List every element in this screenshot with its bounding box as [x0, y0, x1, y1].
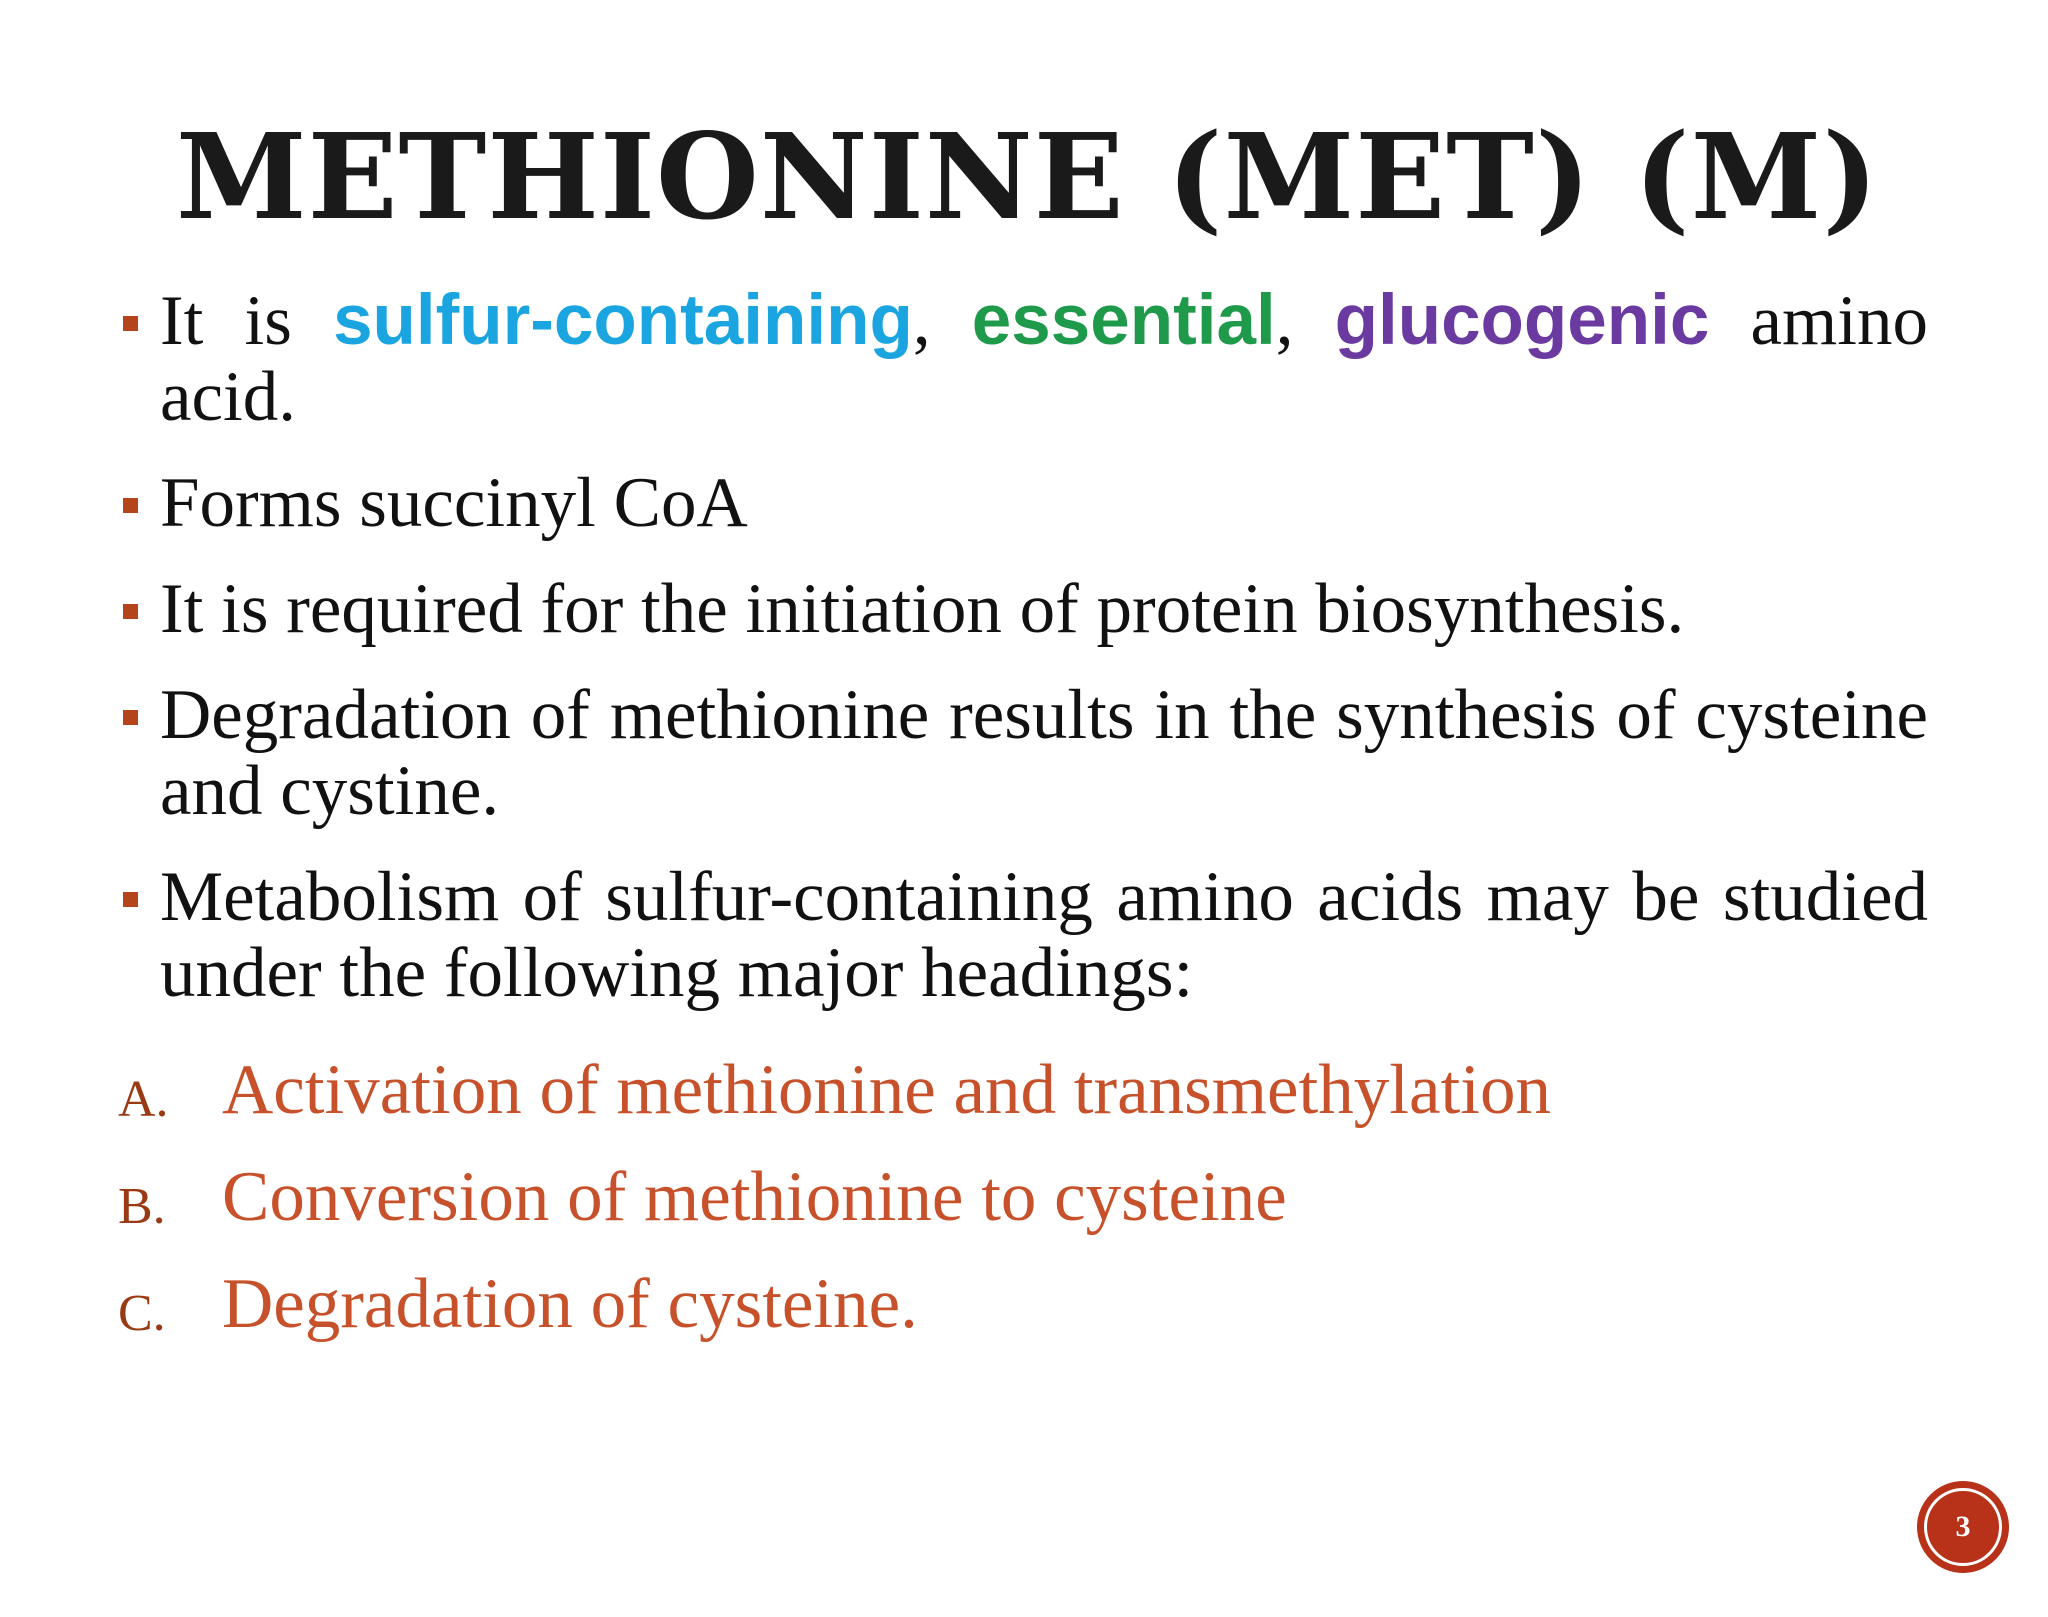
bullet-item [118, 465, 1928, 541]
bullet-item [118, 859, 1928, 1011]
keyword-glucogenic: glucogenic [1334, 281, 1710, 360]
bullet-prefix: It is [160, 282, 334, 360]
separator: , [912, 282, 972, 360]
sub-heading-text: Conversion of methionine to cysteine [222, 1158, 1287, 1236]
separator: , [1275, 282, 1335, 360]
square-bullet-icon [123, 710, 138, 725]
bullet-text: Degradation of methionine results in the synthesis of cysteine and cystine. [160, 676, 1928, 830]
sub-heading-letter: C. [118, 1285, 166, 1342]
keyword-sulfur-containing: sulfur-containing [333, 281, 913, 360]
bullet-item [118, 571, 1928, 647]
keyword-essential: essential [971, 281, 1276, 360]
square-bullet-icon [123, 892, 138, 907]
bullet-item [118, 283, 1928, 435]
square-bullet-icon [123, 604, 138, 619]
bullet-text: Metabolism of sulfur-containing amino acids may be studied under the following major headings: [160, 858, 1928, 1012]
square-bullet-icon [123, 498, 138, 513]
bullet-text: Forms succinyl CoA [160, 464, 748, 542]
bullet-list [118, 283, 1928, 1041]
sub-heading-text: Degradation of cysteine. [222, 1265, 918, 1343]
bullet-suffix: amino acid. [160, 282, 1929, 436]
sub-heading-letter: A. [118, 1071, 169, 1128]
bullet-item [118, 677, 1928, 829]
sub-heading-letter: B. [118, 1178, 166, 1235]
slide-title: METHIONINE (MET) (M) [176, 107, 1880, 246]
sub-heading-text: Activation of methionine and transmethylation [222, 1051, 1551, 1129]
square-bullet-icon [123, 316, 138, 331]
page-number-badge: 3 [1917, 1481, 2009, 1573]
bullet-text: It is required for the initiation of protein biosynthesis. [160, 570, 1685, 648]
